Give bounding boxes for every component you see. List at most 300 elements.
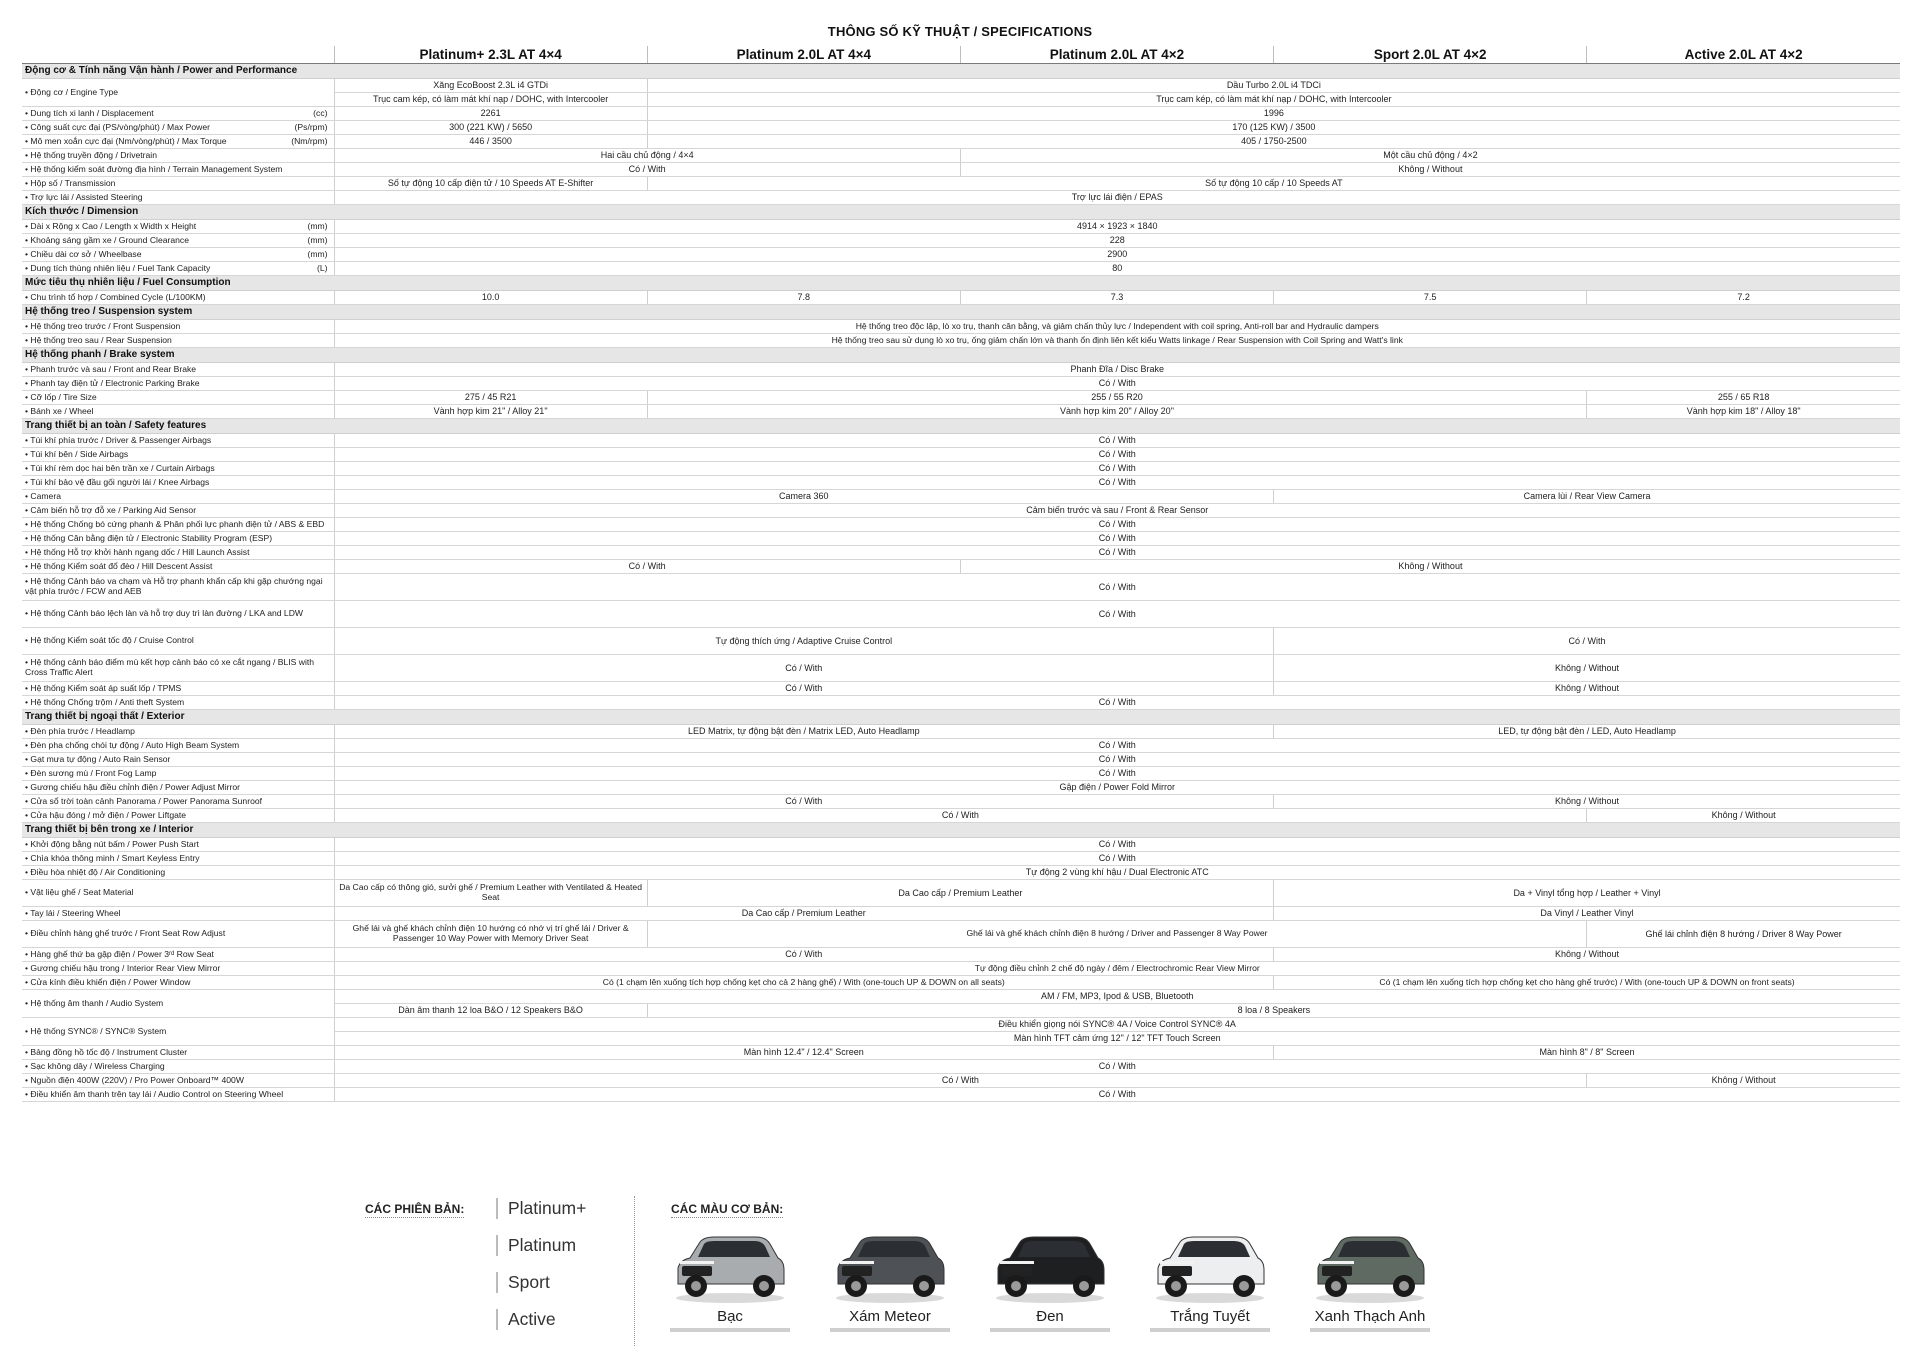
spec-value: Có / With [334, 601, 1900, 628]
spec-value: Xăng EcoBoost 2.3L i4 GTDi [334, 79, 647, 93]
spec-value: 2900 [334, 248, 1900, 262]
spec-value: Có / With [334, 462, 1900, 476]
spec-value: Màn hình TFT cảm ứng 12" / 12" TFT Touch Screen [334, 1032, 1900, 1046]
spec-label-text: Cửa kính điều khiển điện / Power Window [30, 976, 191, 987]
color-swatch [1310, 1228, 1430, 1332]
spec-row [22, 248, 1900, 262]
spec-label: • Hệ thống kiểm soát đường địa hình / Terrain Management System [22, 163, 334, 177]
spec-label-text: Hệ thống Chống trộm / Anti theft System [30, 696, 185, 707]
spec-value: Có / With [334, 809, 1587, 823]
color-name: Xám Meteor [849, 1308, 931, 1325]
model-header-row [22, 46, 1900, 64]
spec-value: Không / Without [960, 163, 1900, 177]
spec-value: Có / With [334, 448, 1900, 462]
spec-label-text: Phanh trước và sau / Front and Rear Brake [30, 363, 197, 374]
spec-value: Trợ lực lái điện / EPAS [334, 191, 1900, 205]
spec-value: Có / With [334, 696, 1900, 710]
spec-value: Có (1 chạm lên xuống tích hợp chống kẹt cho cả 2 hàng ghế) / With (one-touch UP & DOWN on all seats) [334, 976, 1274, 990]
spec-value: Có / With [334, 434, 1900, 448]
spec-label: • Bánh xe / Wheel [22, 405, 334, 419]
spec-value: AM / FM, MP3, Ipod & USB, Bluetooth [334, 990, 1900, 1004]
spec-label-text: Gương chiếu hậu điều chỉnh điện / Power Adjust Mirror [30, 781, 241, 792]
spec-label: • Dài x Rộng x Cao / Length x Width x Height (mm) [22, 220, 334, 234]
section-header-row [22, 823, 1900, 838]
spec-label-text: Tay lái / Steering Wheel [30, 907, 121, 918]
spec-value: Có / With [334, 682, 1274, 696]
spec-row [22, 682, 1900, 696]
suv-car-icon [990, 1228, 1110, 1306]
version-item: Platinum+ [496, 1198, 586, 1219]
spec-value: Hệ thống treo độc lập, lò xo trụ, thanh cân bằng, và giảm chấn thủy lực / Independent with coil spring, Anti-roll bar and Hydraulic dampers [334, 320, 1900, 334]
spec-row [22, 866, 1900, 880]
spec-label: • Hệ thống Cảnh báo va chạm và Hỗ trợ phanh khẩn cấp khi gặp chướng ngại vật phía trước / FCW and AEB [22, 574, 334, 601]
color-swatch [670, 1228, 790, 1332]
spec-value: Có / With [334, 948, 1274, 962]
spec-value: 80 [334, 262, 1900, 276]
spec-label: • Hệ thống truyền động / Drivetrain [22, 149, 334, 163]
spec-label-text: Hệ thống Chống bó cứng phanh & Phân phối lực phanh điện tử / ABS & EBD [30, 518, 325, 529]
spec-row [22, 220, 1900, 234]
spec-label: • Đèn pha chống chói tự động / Auto High Beam System [22, 739, 334, 753]
spec-label: • Động cơ / Engine Type [22, 79, 334, 107]
spec-label-text: Túi khí rèm dọc hai bên trần xe / Curtain Airbags [30, 462, 215, 473]
footer-divider [634, 1196, 635, 1346]
spec-label: • Điều hòa nhiệt độ / Air Conditioning [22, 866, 334, 880]
spec-value: Không / Without [1274, 948, 1900, 962]
model-header-platinum-4x4: Platinum 2.0L AT 4×4 [647, 46, 960, 64]
color-name: Bạc [717, 1308, 743, 1325]
spec-value: Có / With [334, 518, 1900, 532]
spec-value: 2261 [334, 107, 647, 121]
spec-label-text: Cửa hậu đóng / mở điện / Power Liftgate [30, 809, 187, 820]
spec-row [22, 135, 1900, 149]
spec-value: Da + Vinyl tổng hợp / Leather + Vinyl [1274, 880, 1900, 907]
version-item: Active [496, 1309, 586, 1330]
spec-label: • Sạc không dây / Wireless Charging [22, 1060, 334, 1074]
spec-label-text: Cỡ lốp / Tire Size [30, 391, 97, 402]
spec-label-text: Dung tích xi lanh / Displacement [30, 107, 154, 118]
color-underline [670, 1328, 790, 1332]
spec-row [22, 149, 1900, 163]
section-title: Trang thiết bị an toàn / Safety features [22, 419, 1900, 434]
spec-value: 8 loa / 8 Speakers [647, 1004, 1900, 1018]
versions-colors-footer [0, 1188, 1920, 1357]
spec-row [22, 191, 1900, 205]
spec-value: Có / With [334, 767, 1900, 781]
spec-value: Vành hợp kim 20" / Alloy 20" [647, 405, 1587, 419]
suv-car-icon [670, 1228, 790, 1306]
spec-label-text: Gương chiếu hậu trong / Interior Rear View Mirror [30, 962, 221, 973]
model-header-platinum-4x2: Platinum 2.0L AT 4×2 [960, 46, 1273, 64]
spec-value: Không / Without [1587, 1074, 1900, 1088]
spec-row [22, 655, 1900, 682]
spec-value: Hệ thống treo sau sử dụng lò xo trụ, ống giảm chấn lớn và thanh ổn định liên kết kiểu Watts linkage / Rear Suspension with Coil Spring and Watt's link [334, 334, 1900, 348]
spec-row [22, 177, 1900, 191]
spec-row [22, 838, 1900, 852]
spec-row [22, 234, 1900, 248]
suv-car-icon [1150, 1228, 1270, 1306]
spec-row [22, 334, 1900, 348]
spec-value: Hai cầu chủ động / 4×4 [334, 149, 960, 163]
spec-label-text: Trợ lực lái / Assisted Steering [30, 191, 143, 202]
spec-value: Ghế lái và ghế khách chỉnh điện 8 hướng / Driver and Passenger 8 Way Power [647, 921, 1587, 948]
spec-value: Có / With [334, 655, 1274, 682]
suv-car-icon [1310, 1228, 1430, 1306]
model-header-active-4x2: Active 2.0L AT 4×2 [1587, 46, 1900, 64]
spec-value: Vành hợp kim 18" / Alloy 18" [1587, 405, 1900, 419]
spec-label: • Phanh tay điện tử / Electronic Parking Brake [22, 377, 334, 391]
spec-value: 300 (221 KW) / 5650 [334, 121, 647, 135]
section-header-row [22, 419, 1900, 434]
spec-label: • Túi khí bảo vệ đầu gối người lái / Knee Airbags [22, 476, 334, 490]
spec-row [22, 852, 1900, 866]
model-header-platinum-plus-4x4: Platinum+ 2.3L AT 4×4 [334, 46, 647, 64]
spec-label: • Gương chiếu hậu điều chỉnh điện / Power Adjust Mirror [22, 781, 334, 795]
spec-row [22, 725, 1900, 739]
spec-label: • Hàng ghế thứ ba gập điện / Power 3ʳᵈ Row Seat [22, 948, 334, 962]
spec-label-text: Túi khí bảo vệ đầu gối người lái / Knee Airbags [30, 476, 210, 487]
spec-label-text: Dài x Rộng x Cao / Length x Width x Height [30, 220, 197, 231]
spec-row [22, 1088, 1900, 1102]
spec-label-text: Dung tích thùng nhiên liệu / Fuel Tank Capacity [30, 262, 211, 273]
spec-label: • Hệ thống treo trước / Front Suspension [22, 320, 334, 334]
spec-label-text: Hệ thống Hỗ trợ khởi hành ngang dốc / Hill Launch Assist [30, 546, 250, 557]
spec-label-text: Cảm biến hỗ trợ đỗ xe / Parking Aid Sensor [30, 504, 197, 515]
section-title: Trang thiết bị bên trong xe / Interior [22, 823, 1900, 838]
color-underline [1310, 1328, 1430, 1332]
spec-value: Không / Without [1274, 795, 1900, 809]
spec-row [22, 532, 1900, 546]
spec-row [22, 291, 1900, 305]
spec-value: Có / With [334, 476, 1900, 490]
spec-label-text: Công suất cực đại (PS/vòng/phút) / Max Power [30, 121, 211, 132]
spec-row [22, 518, 1900, 532]
spec-value: 7.3 [960, 291, 1273, 305]
spec-value: Tự động điều chỉnh 2 chế độ ngày / đêm / Electrochromic Rear View Mirror [334, 962, 1900, 976]
spec-row [22, 907, 1900, 921]
spec-row [22, 880, 1900, 907]
spec-label: • Vật liệu ghế / Seat Material [22, 880, 334, 907]
spec-label: • Điều khiển âm thanh trên tay lái / Audio Control on Steering Wheel [22, 1088, 334, 1102]
spec-row [22, 628, 1900, 655]
spec-unit: (Nm/rpm) [291, 135, 328, 146]
spec-row [22, 976, 1900, 990]
document-title: THÔNG SỐ KỸ THUẬT / SPECIFICATIONS [827, 24, 1093, 39]
spec-row [22, 795, 1900, 809]
spec-value: 4914 × 1923 × 1840 [334, 220, 1900, 234]
spec-value: Có / With [334, 532, 1900, 546]
spec-row [22, 377, 1900, 391]
spec-label-text: Hệ thống cảnh báo điểm mù kết hợp cảnh báo có xe cắt ngang / BLIS with Cross Traffic Alert [25, 657, 315, 677]
spec-label: • Mô men xoắn cực đại (Nm/vòng/phút) / Max Torque (Nm/rpm) [22, 135, 334, 149]
spec-label: • Chu trình tổ hợp / Combined Cycle (L/100KM) [22, 291, 334, 305]
spec-row [22, 434, 1900, 448]
model-header-sport-4x2: Sport 2.0L AT 4×2 [1274, 46, 1587, 64]
spec-label-text: Hàng ghế thứ ba gập điện / Power 3ʳᵈ Row Seat [30, 948, 214, 959]
section-title: Hệ thống treo / Suspension system [22, 305, 1900, 320]
spec-value: 7.2 [1587, 291, 1900, 305]
spec-value: 405 / 1750-2500 [647, 135, 1900, 149]
spec-value: Có / With [334, 1074, 1587, 1088]
suv-car-icon [830, 1228, 950, 1306]
spec-value: Không / Without [960, 560, 1900, 574]
spec-label-text: Đèn phía trước / Headlamp [30, 725, 135, 736]
color-underline [830, 1328, 950, 1332]
spec-unit: (mm) [307, 220, 328, 231]
spec-value: 275 / 45 R21 [334, 391, 647, 405]
spec-label-text: Đèn pha chống chói tự động / Auto High Beam System [30, 739, 240, 750]
color-name: Xanh Thạch Anh [1314, 1308, 1426, 1325]
spec-label: • Cửa hậu đóng / mở điện / Power Liftgate [22, 809, 334, 823]
spec-value: Có / With [334, 852, 1900, 866]
spec-value: Màn hình 8" / 8" Screen [1274, 1046, 1900, 1060]
spec-value: Số tự động 10 cấp điện tử / 10 Speeds AT E-Shifter [334, 177, 647, 191]
spec-label: • Túi khí rèm dọc hai bên trần xe / Curtain Airbags [22, 462, 334, 476]
spec-value: Có / With [334, 1060, 1900, 1074]
spec-label-text: Chìa khóa thông minh / Smart Keyless Entry [30, 852, 200, 863]
section-title: Mức tiêu thụ nhiên liệu / Fuel Consumption [22, 276, 1900, 291]
spec-label-text: Hệ thống kiểm soát đường địa hình / Terrain Management System [30, 163, 283, 174]
spec-label-text: Hệ thống Kiểm soát đổ đèo / Hill Descent Assist [30, 560, 213, 571]
spec-label: • Gạt mưa tự động / Auto Rain Sensor [22, 753, 334, 767]
color-swatch [830, 1228, 950, 1332]
spec-label: • Hộp số / Transmission [22, 177, 334, 191]
version-item: Platinum [496, 1235, 586, 1256]
color-underline [990, 1328, 1110, 1332]
spec-value: Có / With [1274, 628, 1900, 655]
spec-label: • Hệ thống Cân bằng điện tử / Electronic Stability Program (ESP) [22, 532, 334, 546]
spec-value: Camera lùi / Rear View Camera [1274, 490, 1900, 504]
spec-label-text: Vật liệu ghế / Seat Material [30, 887, 134, 898]
spec-label: • Hệ thống treo sau / Rear Suspension [22, 334, 334, 348]
spec-label: • Đèn sương mù / Front Fog Lamp [22, 767, 334, 781]
spec-unit: (mm) [307, 234, 328, 245]
spec-row [22, 1074, 1900, 1088]
spec-unit: (cc) [313, 107, 328, 118]
spec-value: 255 / 55 R20 [647, 391, 1587, 405]
spec-label: • Tay lái / Steering Wheel [22, 907, 334, 921]
spec-row [22, 560, 1900, 574]
spec-label: • Hệ thống Cảnh báo lệch làn và hỗ trợ duy trì làn đường / LKA and LDW [22, 601, 334, 628]
versions-heading: CÁC PHIÊN BẢN: [365, 1202, 465, 1216]
spec-value: Số tự động 10 cấp / 10 Speeds AT [647, 177, 1900, 191]
spec-value: 446 / 3500 [334, 135, 647, 149]
spec-value: Gập điện / Power Fold Mirror [334, 781, 1900, 795]
section-title: Động cơ & Tính năng Vận hành / Power and Performance [22, 64, 1900, 79]
spec-label-text: Hệ thống treo sau / Rear Suspension [30, 334, 172, 345]
spec-row [22, 462, 1900, 476]
spec-label: • Hệ thống Chống trộm / Anti theft System [22, 696, 334, 710]
spec-label: • Hệ thống Kiểm soát tốc độ / Cruise Control [22, 628, 334, 655]
spec-label: • Chiều dài cơ sở / Wheelbase (mm) [22, 248, 334, 262]
spec-label: • Dung tích thùng nhiên liệu / Fuel Tank Capacity (L) [22, 262, 334, 276]
spec-row [22, 781, 1900, 795]
spec-label-text: Khởi động bằng nút bấm / Power Push Start [30, 838, 199, 849]
spec-label: • Hệ thống Kiểm soát áp suất lốp / TPMS [22, 682, 334, 696]
spec-label: • Đèn phía trước / Headlamp [22, 725, 334, 739]
spec-value: Có / With [334, 163, 960, 177]
spec-value: Có / With [334, 560, 960, 574]
spec-row [22, 121, 1900, 135]
spec-label-text: Hệ thống Kiểm soát tốc độ / Cruise Control [30, 635, 194, 646]
spec-value: 1996 [647, 107, 1900, 121]
spec-label: • Nguồn điện 400W (220V) / Pro Power Onboard™ 400W [22, 1074, 334, 1088]
spec-value: Cảm biến trước và sau / Front & Rear Sensor [334, 504, 1900, 518]
color-name: Đen [1036, 1308, 1064, 1325]
spec-label: • Chìa khóa thông minh / Smart Keyless Entry [22, 852, 334, 866]
spec-value: 255 / 65 R18 [1587, 391, 1900, 405]
spec-value: LED, tự động bật đèn / LED, Auto Headlamp [1274, 725, 1900, 739]
section-title: Hệ thống phanh / Brake system [22, 348, 1900, 363]
spec-value: Một cầu chủ động / 4×2 [960, 149, 1900, 163]
spec-label: • Khoảng sáng gầm xe / Ground Clearance (mm) [22, 234, 334, 248]
color-swatch [1150, 1228, 1270, 1332]
spec-row [22, 107, 1900, 121]
spec-label-text: Camera [30, 490, 61, 501]
spec-row [22, 948, 1900, 962]
spec-value: Trục cam kép, có làm mát khí nạp / DOHC, with Intercooler [334, 93, 647, 107]
spec-value: 7.8 [647, 291, 960, 305]
spec-row [22, 391, 1900, 405]
spec-label: • Hệ thống Kiểm soát đổ đèo / Hill Descent Assist [22, 560, 334, 574]
spec-label: • Dung tích xi lanh / Displacement (cc) [22, 107, 334, 121]
spec-unit: (mm) [307, 248, 328, 259]
spec-row [22, 79, 1900, 93]
spec-label: • Bảng đồng hồ tốc độ / Instrument Cluster [22, 1046, 334, 1060]
spec-table-body [22, 64, 1900, 1102]
spec-value: Điều khiển giọng nói SYNC® 4A / Voice Control SYNC® 4A [334, 1018, 1900, 1032]
spec-label-text: Hệ thống Cảnh báo va chạm và Hỗ trợ phanh khẩn cấp khi gặp chướng ngại vật phía trước / FCW and AEB [25, 576, 323, 596]
spec-value: 10.0 [334, 291, 647, 305]
section-header-row [22, 64, 1900, 79]
spec-label-text: Điều hòa nhiệt độ / Air Conditioning [30, 866, 166, 877]
spec-row [22, 320, 1900, 334]
spec-row [22, 1018, 1900, 1032]
spec-label: • Phanh trước và sau / Front and Rear Brake [22, 363, 334, 377]
spec-label: • Camera [22, 490, 334, 504]
spec-label-text: Hệ thống Kiểm soát áp suất lốp / TPMS [30, 682, 182, 693]
spec-value: Camera 360 [334, 490, 1274, 504]
spec-label-text: Điều khiển âm thanh trên tay lái / Audio Control on Steering Wheel [30, 1088, 284, 1099]
spec-label-text: Nguồn điện 400W (220V) / Pro Power Onboard™ 400W [30, 1074, 244, 1085]
spec-label-text: Đèn sương mù / Front Fog Lamp [30, 767, 157, 778]
spec-label-text: Cửa sổ trời toàn cảnh Panorama / Power Panorama Sunroof [30, 795, 263, 806]
spec-row [22, 990, 1900, 1004]
spec-row [22, 739, 1900, 753]
spec-value: Có / With [334, 753, 1900, 767]
spec-label-text: Hộp số / Transmission [30, 177, 116, 188]
spec-value: Tự động 2 vùng khí hậu / Dual Electronic ATC [334, 866, 1900, 880]
spec-label-text: Chu trình tổ hợp / Combined Cycle (L/100KM) [30, 291, 206, 302]
spec-label-text: Hệ thống truyền động / Drivetrain [30, 149, 157, 160]
spec-label-text: Túi khí phía trước / Driver & Passenger Airbags [30, 434, 212, 445]
spec-value: 228 [334, 234, 1900, 248]
spec-label: • Cỡ lốp / Tire Size [22, 391, 334, 405]
section-title: Trang thiết bị ngoại thất / Exterior [22, 710, 1900, 725]
spec-label-text: Mô men xoắn cực đại (Nm/vòng/phút) / Max Torque [30, 135, 227, 146]
spec-value: Da Cao cấp / Premium Leather [647, 880, 1273, 907]
spec-label: • Cảm biến hỗ trợ đỗ xe / Parking Aid Sensor [22, 504, 334, 518]
spec-label: • Công suất cực đại (PS/vòng/phút) / Max Power (Ps/rpm) [22, 121, 334, 135]
spec-label-text: Hệ thống Cảnh báo lệch làn và hỗ trợ duy trì làn đường / LKA and LDW [30, 608, 304, 619]
section-header-row [22, 710, 1900, 725]
spec-value: 170 (125 KW) / 3500 [647, 121, 1900, 135]
spec-value: Có / With [334, 838, 1900, 852]
spec-unit: (L) [316, 262, 328, 273]
spec-label-text: Hệ thống âm thanh / Audio System [30, 997, 164, 1008]
spec-value: Màn hình 12.4" / 12.4" Screen [334, 1046, 1274, 1060]
spec-label-text: Hệ thống treo trước / Front Suspension [30, 320, 181, 331]
spec-label: • Túi khí phía trước / Driver & Passenger Airbags [22, 434, 334, 448]
spec-value: Dầu Turbo 2.0L i4 TDCi [647, 79, 1900, 93]
spec-label: • Hệ thống Chống bó cứng phanh & Phân phối lực phanh điện tử / ABS & EBD [22, 518, 334, 532]
spec-label-text: Động cơ / Engine Type [30, 86, 119, 97]
spec-row [22, 504, 1900, 518]
spec-label: • Trợ lực lái / Assisted Steering [22, 191, 334, 205]
spec-row [22, 546, 1900, 560]
spec-value: Không / Without [1587, 809, 1900, 823]
spec-label-text: Gạt mưa tự động / Auto Rain Sensor [30, 753, 171, 764]
spec-value: Da Vinyl / Leather Vinyl [1274, 907, 1900, 921]
spec-row [22, 448, 1900, 462]
spec-label: • Cửa sổ trời toàn cảnh Panorama / Power Panorama Sunroof [22, 795, 334, 809]
spec-label: • Hệ thống SYNC® / SYNC® System [22, 1018, 334, 1046]
spec-value: Phanh Đĩa / Disc Brake [334, 363, 1900, 377]
spec-label-text: Chiều dài cơ sở / Wheelbase [30, 248, 142, 259]
colors-heading: CÁC MÀU CƠ BẢN: [671, 1202, 784, 1216]
spec-value: Ghế lái chỉnh điện 8 hướng / Driver 8 Way Power [1587, 921, 1900, 948]
spec-label-text: Túi khí bên / Side Airbags [30, 448, 129, 459]
color-underline [1150, 1328, 1270, 1332]
spec-label: • Hệ thống Hỗ trợ khởi hành ngang dốc / Hill Launch Assist [22, 546, 334, 560]
spec-label: • Điều chỉnh hàng ghế trước / Front Seat Row Adjust [22, 921, 334, 948]
spec-row [22, 601, 1900, 628]
specifications-table [22, 46, 1900, 1102]
spec-value: Da Cao cấp có thông gió, sưởi ghế / Premium Leather with Ventilated & Heated Seat [334, 880, 647, 907]
spec-value: LED Matrix, tự động bật đèn / Matrix LED, Auto Headlamp [334, 725, 1274, 739]
color-name: Trắng Tuyết [1170, 1308, 1250, 1325]
spec-row [22, 490, 1900, 504]
spec-label: • Hệ thống âm thanh / Audio System [22, 990, 334, 1018]
section-title: Kích thước / Dimension [22, 205, 1900, 220]
spec-label-text: Hệ thống Cân bằng điện tử / Electronic Stability Program (ESP) [30, 532, 273, 543]
spec-label-text: Bảng đồng hồ tốc độ / Instrument Cluster [30, 1046, 188, 1057]
spec-value: Có / With [334, 739, 1900, 753]
spec-value: Có / With [334, 546, 1900, 560]
spec-row [22, 405, 1900, 419]
spec-value: Ghế lái và ghế khách chỉnh điện 10 hướng có nhớ vị trí ghế lái / Driver & Passenger 10 Way Power with Memory Driver Seat [334, 921, 647, 948]
spec-row [22, 809, 1900, 823]
spec-row [22, 1060, 1900, 1074]
spec-row [22, 163, 1900, 177]
spec-value: Vành hợp kim 21" / Alloy 21" [334, 405, 647, 419]
spec-row [22, 767, 1900, 781]
spec-row [22, 696, 1900, 710]
header-blank-cell [22, 46, 334, 64]
spec-label: • Cửa kính điều khiển điện / Power Window [22, 976, 334, 990]
spec-row [22, 1046, 1900, 1060]
color-swatch [990, 1228, 1110, 1332]
spec-value: Có / With [334, 574, 1900, 601]
spec-row [22, 921, 1900, 948]
spec-label: • Khởi động bằng nút bấm / Power Push Start [22, 838, 334, 852]
spec-row [22, 363, 1900, 377]
spec-row [22, 753, 1900, 767]
spec-value: Không / Without [1274, 682, 1900, 696]
spec-label: • Túi khí bên / Side Airbags [22, 448, 334, 462]
spec-label-text: Điều chỉnh hàng ghế trước / Front Seat Row Adjust [30, 928, 226, 939]
spec-row [22, 574, 1900, 601]
